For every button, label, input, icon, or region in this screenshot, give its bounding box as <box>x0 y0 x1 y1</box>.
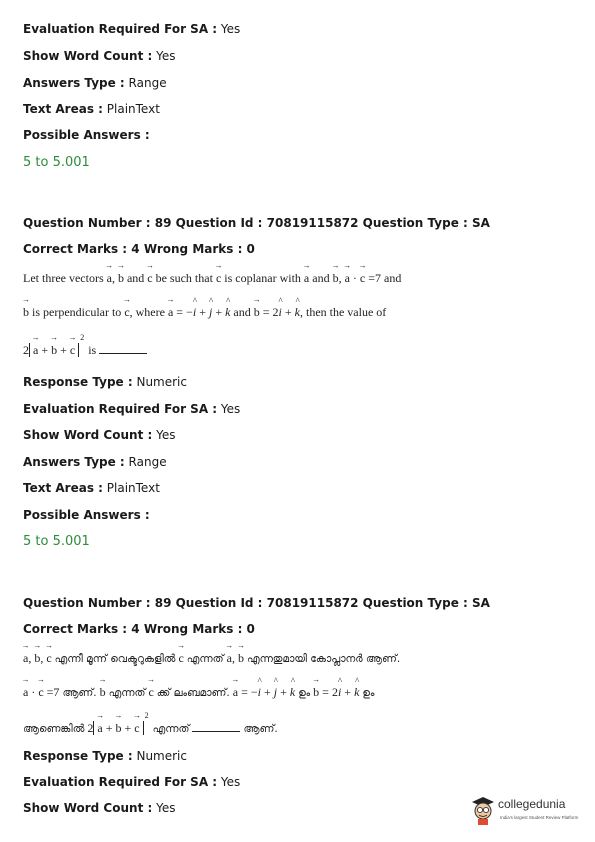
possible-answers-value: 5 to 5.001 <box>23 534 90 549</box>
word-count-row: Show Word Count : Yes <box>23 428 176 442</box>
ml-question-line-1: → a, → b, → c എന്നീ മൂന്ന് വെക്ടറുകളിൽ → c എന്നത് → a, → b എന്നതുമായി കോപ്ലാനർ ആണ്. <box>23 651 400 666</box>
answers-type-row: Answers Type : Range <box>23 76 167 90</box>
word-count-row: Show Word Count : Yes <box>23 49 176 63</box>
logo-name: collegedunia <box>498 797 566 811</box>
response-type-row: Response Type : Numeric <box>23 749 187 763</box>
possible-answers-label: Possible Answers : <box>23 128 150 142</box>
ml-question-line-3: ആണെങ്കിൽ 2→ a + → b + → c 2 എന്നത് ആണ്. <box>23 721 278 736</box>
marks-row: Correct Marks : 4 Wrong Marks : 0 <box>23 242 255 256</box>
question-header: Question Number : 89 Question Id : 70819115872 Question Type : SA <box>23 596 490 610</box>
mascot-icon <box>470 796 496 826</box>
question-text-line-2: → b is perpendicular to → c, where → a = −^ i + ^ j + ^ k and → b = 2^ i + ^ k, then the value of <box>23 305 386 320</box>
marks-row: Correct Marks : 4 Wrong Marks : 0 <box>23 622 255 636</box>
eval-required-row: Evaluation Required For SA : Yes <box>23 775 241 789</box>
text-areas-row: Text Areas : PlainText <box>23 102 160 116</box>
ml-question-line-2: → a · → c =7 ആണ്. → b എന്നത് → c ക്ക് ലംബമാണ്. → a = −^ i + ^ j + ^ k ഉം → b = 2^ i + ^ k ഉം <box>23 685 374 700</box>
question-text-line-3: 2→ a + → b + → c 2 is <box>23 343 147 358</box>
word-count-row: Show Word Count : Yes <box>23 801 176 815</box>
text-areas-row: Text Areas : PlainText <box>23 481 160 495</box>
eval-required-row: Evaluation Required For SA : Yes <box>23 22 241 36</box>
response-type-row: Response Type : Numeric <box>23 375 187 389</box>
answer-blank <box>99 343 147 354</box>
eval-required-row: Evaluation Required For SA : Yes <box>23 402 241 416</box>
collegedunia-logo[interactable] <box>470 796 585 832</box>
logo-tagline: India's largest Student Review Platform <box>500 815 579 820</box>
answer-blank <box>192 721 240 732</box>
possible-answers-value: 5 to 5.001 <box>23 155 90 170</box>
possible-answers-label: Possible Answers : <box>23 508 150 522</box>
question-text-line-1: Let three vectors → a, → b and → c be such that → c is coplanar with → a and → b, → a · → c =7 and <box>23 271 401 286</box>
question-header: Question Number : 89 Question Id : 70819115872 Question Type : SA <box>23 216 490 230</box>
answers-type-row: Answers Type : Range <box>23 455 167 469</box>
